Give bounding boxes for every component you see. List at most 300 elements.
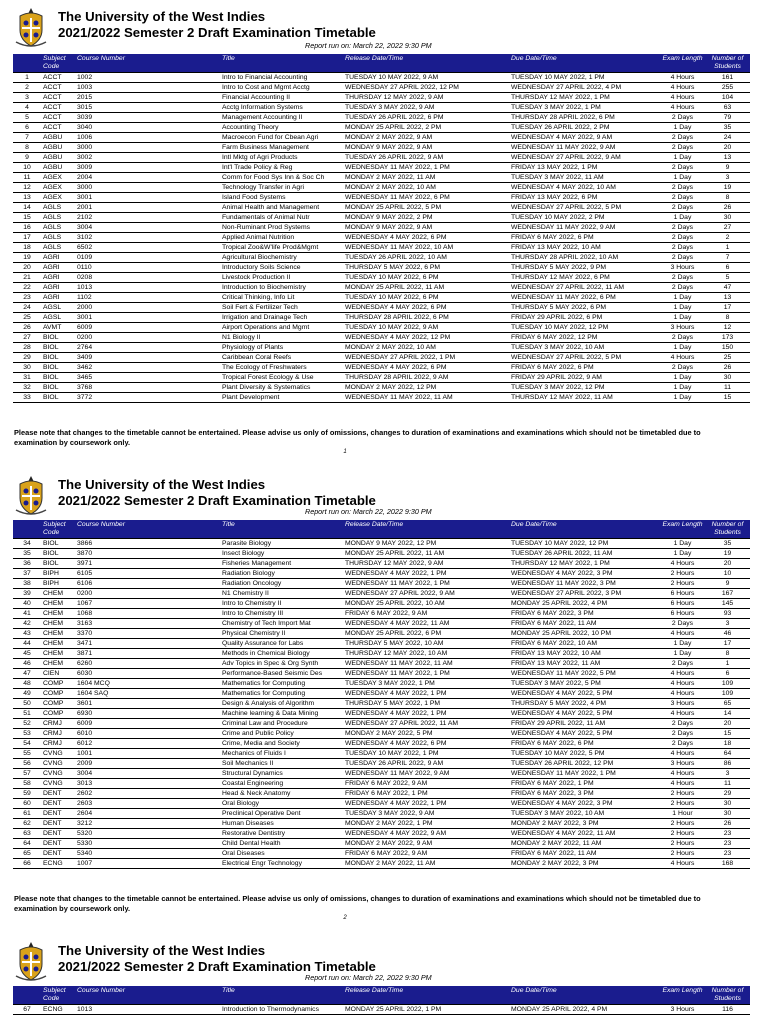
student-count: 29	[705, 789, 750, 799]
student-count: 24	[705, 133, 750, 143]
student-count: 104	[705, 93, 750, 103]
due-datetime: WEDNESDAY 4 MAY 2022, 10 AM	[509, 183, 660, 193]
table-row	[13, 719, 750, 729]
row-index: 41	[13, 609, 41, 619]
subject-code: COMP	[41, 699, 75, 709]
course-number: 3971	[75, 559, 220, 569]
release-datetime: WEDNESDAY 4 MAY 2022, 1 PM	[343, 569, 509, 579]
course-title: Mathematics for Computing	[220, 679, 343, 689]
course-title: Intro to Chemistry III	[220, 609, 343, 619]
release-datetime: MONDAY 25 APRIL 2022, 5 PM	[343, 203, 509, 213]
student-count: 3	[705, 769, 750, 779]
course-title: Crime and Public Policy	[220, 729, 343, 739]
exam-length: 2 Days	[660, 223, 705, 233]
exam-length: 2 Days	[660, 143, 705, 153]
table-row	[13, 203, 750, 213]
exam-length: 1 Day	[660, 393, 705, 403]
course-number: 2015	[75, 93, 220, 103]
course-number: 3212	[75, 819, 220, 829]
course-title: Quality Assurance for Labs	[220, 639, 343, 649]
due-datetime: FRIDAY 29 APRIL 2022, 9 AM	[509, 373, 660, 383]
exam-length: 1 Day	[660, 343, 705, 353]
table-row	[13, 739, 750, 749]
course-title: Child Dental Health	[220, 839, 343, 849]
due-datetime: THURSDAY 12 MAY 2022, 1 PM	[509, 93, 660, 103]
due-datetime: FRIDAY 13 MAY 2022, 6 PM	[509, 193, 660, 203]
course-title: Financial Accounting II	[220, 93, 343, 103]
row-index: 47	[13, 669, 41, 679]
course-title: Soil Fert & Fertilizer Tech	[220, 303, 343, 313]
student-count: 8	[705, 649, 750, 659]
due-datetime: FRIDAY 6 MAY 2022, 12 PM	[509, 333, 660, 343]
course-number: 2001	[75, 203, 220, 213]
release-datetime: TUESDAY 3 MAY 2022, 9 AM	[343, 103, 509, 113]
subject-code: AGRI	[41, 273, 75, 283]
course-title: Preclinical Operative Dent	[220, 809, 343, 819]
col-header-exam-length: Exam Length	[660, 986, 705, 1005]
release-datetime: WEDNESDAY 4 MAY 2022, 1 PM	[343, 689, 509, 699]
course-title: N1 Chemistry II	[220, 589, 343, 599]
release-datetime: WEDNESDAY 27 APRIL 2022, 11 AM	[343, 719, 509, 729]
col-header-release: Release Date/Time	[343, 520, 509, 539]
exam-length: 1 Day	[660, 173, 705, 183]
due-datetime: FRIDAY 6 MAY 2022, 3 PM	[509, 609, 660, 619]
course-title: Caribbean Coral Reefs	[220, 353, 343, 363]
due-datetime: MONDAY 2 MAY 2022, 3 PM	[509, 859, 660, 869]
table-row	[13, 153, 750, 163]
subject-code: BIOL	[41, 393, 75, 403]
exam-length: 2 Days	[660, 183, 705, 193]
student-count: 30	[705, 809, 750, 819]
subject-code: COMP	[41, 709, 75, 719]
row-index: 50	[13, 699, 41, 709]
exam-length: 2 Hours	[660, 579, 705, 589]
release-datetime: WEDNESDAY 11 MAY 2022, 1 PM	[343, 669, 509, 679]
table-row	[13, 589, 750, 599]
due-datetime: TUESDAY 10 MAY 2022, 12 PM	[509, 323, 660, 333]
row-index: 28	[13, 343, 41, 353]
exam-length: 6 Hours	[660, 609, 705, 619]
release-datetime: MONDAY 9 MAY 2022, 9 AM	[343, 143, 509, 153]
row-index: 7	[13, 133, 41, 143]
course-title: N1 Biology II	[220, 333, 343, 343]
course-number: 3772	[75, 393, 220, 403]
table-row	[13, 353, 750, 363]
due-datetime: FRIDAY 29 APRIL 2022, 11 AM	[509, 719, 660, 729]
subject-code: BIPH	[41, 569, 75, 579]
exam-length: 1 Day	[660, 649, 705, 659]
exam-length: 2 Hours	[660, 839, 705, 849]
row-index: 11	[13, 173, 41, 183]
subject-code: AGLS	[41, 213, 75, 223]
timetable-table	[13, 520, 750, 869]
subject-code: DENT	[41, 809, 75, 819]
subject-code: CIEN	[41, 669, 75, 679]
release-datetime: WEDNESDAY 4 MAY 2022, 1 PM	[343, 709, 509, 719]
row-index: 53	[13, 729, 41, 739]
release-datetime: MONDAY 25 APRIL 2022, 2 PM	[343, 123, 509, 133]
table-row	[13, 343, 750, 353]
course-number: 2004	[75, 173, 220, 183]
report-run-date: Report run on: March 22, 2022 9:30 PM	[305, 973, 432, 982]
course-title: Intro to Financial Accounting	[220, 73, 343, 83]
due-datetime: WEDNESDAY 27 APRIL 2022, 3 PM	[509, 589, 660, 599]
row-index: 61	[13, 809, 41, 819]
table-row	[13, 659, 750, 669]
due-datetime: THURSDAY 5 MAY 2022, 6 PM	[509, 303, 660, 313]
exam-length: 4 Hours	[660, 749, 705, 759]
table-row	[13, 709, 750, 719]
subject-code: AGLS	[41, 243, 75, 253]
release-datetime: TUESDAY 10 MAY 2022, 6 PM	[343, 273, 509, 283]
student-count: 109	[705, 689, 750, 699]
student-count: 6	[705, 263, 750, 273]
student-count: 26	[705, 203, 750, 213]
due-datetime: MONDAY 25 APRIL 2022, 4 PM	[509, 599, 660, 609]
col-header-index	[13, 54, 41, 73]
exam-length: 1 Day	[660, 313, 705, 323]
course-number: 3001	[75, 193, 220, 203]
release-datetime: TUESDAY 26 APRIL 2022, 6 PM	[343, 113, 509, 123]
col-header-release: Release Date/Time	[343, 54, 509, 73]
page-number: 1	[343, 449, 347, 455]
release-datetime: WEDNESDAY 11 MAY 2022, 1 PM	[343, 163, 509, 173]
exam-length: 1 Hour	[660, 809, 705, 819]
student-count: 8	[705, 313, 750, 323]
table-header-row	[13, 54, 750, 73]
table-row	[13, 233, 750, 243]
table-row	[13, 679, 750, 689]
course-number: 3040	[75, 123, 220, 133]
exam-length: 2 Days	[660, 233, 705, 243]
student-count: 64	[705, 749, 750, 759]
student-count: 17	[705, 303, 750, 313]
release-datetime: MONDAY 9 MAY 2022, 9 AM	[343, 223, 509, 233]
course-number: 1013	[75, 1005, 220, 1015]
col-header-students: Number of Students	[705, 54, 750, 73]
table-row	[13, 559, 750, 569]
course-title: Head & Neck Anatomy	[220, 789, 343, 799]
student-count: 26	[705, 819, 750, 829]
subject-code: DENT	[41, 829, 75, 839]
table-row	[13, 243, 750, 253]
student-count: 14	[705, 709, 750, 719]
row-index: 58	[13, 779, 41, 789]
row-index: 38	[13, 579, 41, 589]
subject-code: AGBU	[41, 163, 75, 173]
row-index: 16	[13, 223, 41, 233]
exam-length: 3 Hours	[660, 323, 705, 333]
table-header-row	[13, 520, 750, 539]
course-title: Non-Ruminant Prod Systems	[220, 223, 343, 233]
table-row	[13, 83, 750, 93]
course-title: Oral Biology	[220, 799, 343, 809]
course-title: Plant Diversity & Systematics	[220, 383, 343, 393]
report-run-date: Report run on: March 22, 2022 9:30 PM	[305, 41, 432, 50]
course-number: 3870	[75, 549, 220, 559]
exam-length: 2 Days	[660, 253, 705, 263]
row-index: 54	[13, 739, 41, 749]
subject-code: BIOL	[41, 559, 75, 569]
exam-length: 3 Hours	[660, 759, 705, 769]
col-header-exam-length: Exam Length	[660, 54, 705, 73]
course-title: Introduction to Thermodynamics	[220, 1005, 343, 1015]
student-count: 35	[705, 539, 750, 549]
table-row	[13, 639, 750, 649]
course-number: 2604	[75, 809, 220, 819]
due-datetime: WEDNESDAY 4 MAY 2022, 5 PM	[509, 689, 660, 699]
exam-length: 2 Hours	[660, 819, 705, 829]
course-title: Critical Thinking, Info Lit	[220, 293, 343, 303]
course-number: 3871	[75, 649, 220, 659]
course-number: 3000	[75, 143, 220, 153]
student-count: 13	[705, 153, 750, 163]
release-datetime: MONDAY 9 MAY 2022, 2 PM	[343, 213, 509, 223]
row-index: 45	[13, 649, 41, 659]
exam-length: 2 Hours	[660, 799, 705, 809]
subject-code: CVNG	[41, 749, 75, 759]
due-datetime: TUESDAY 10 MAY 2022, 1 PM	[509, 73, 660, 83]
release-datetime: WEDNESDAY 27 APRIL 2022, 1 PM	[343, 353, 509, 363]
course-title: Acctg Information Systems	[220, 103, 343, 113]
row-index: 25	[13, 313, 41, 323]
student-count: 93	[705, 609, 750, 619]
student-count: 7	[705, 253, 750, 263]
release-datetime: MONDAY 2 MAY 2022, 1 PM	[343, 819, 509, 829]
course-title: Agricultural Biochemistry	[220, 253, 343, 263]
exam-length: 2 Days	[660, 163, 705, 173]
table-row	[13, 333, 750, 343]
course-title: Irrigation and Drainage Tech	[220, 313, 343, 323]
timetable-note: Please note that changes to the timetable cannot be entertained. Please advise us only of omissions, changes to duration of examinations and examinations which should not be timetabled due to examination by coursework only.	[14, 894, 701, 913]
course-title: Farm Business Management	[220, 143, 343, 153]
course-number: 3001	[75, 313, 220, 323]
due-datetime: WEDNESDAY 4 MAY 2022, 5 PM	[509, 709, 660, 719]
course-title: Criminal Law and Procedure	[220, 719, 343, 729]
student-count: 65	[705, 699, 750, 709]
due-datetime: MONDAY 2 MAY 2022, 3 PM	[509, 819, 660, 829]
due-datetime: TUESDAY 3 MAY 2022, 10 AM	[509, 343, 660, 353]
student-count: 13	[705, 293, 750, 303]
university-name: The University of the West Indies	[58, 477, 266, 492]
release-datetime: THURSDAY 12 MAY 2022, 10 AM	[343, 649, 509, 659]
timetable-page-2	[0, 468, 768, 921]
row-index: 36	[13, 559, 41, 569]
exam-length: 4 Hours	[660, 859, 705, 869]
subject-code: CHEM	[41, 609, 75, 619]
release-datetime: TUESDAY 26 APRIL 2022, 9 AM	[343, 759, 509, 769]
exam-length: 2 Days	[660, 659, 705, 669]
table-row	[13, 123, 750, 133]
row-index: 30	[13, 363, 41, 373]
course-number: 0110	[75, 263, 220, 273]
row-index: 67	[13, 1005, 41, 1015]
table-row	[13, 569, 750, 579]
course-number: 3601	[75, 699, 220, 709]
university-name: The University of the West Indies	[58, 943, 266, 958]
due-datetime: WEDNESDAY 4 MAY 2022, 11 AM	[509, 829, 660, 839]
row-index: 57	[13, 769, 41, 779]
release-datetime: WEDNESDAY 4 MAY 2022, 6 PM	[343, 363, 509, 373]
exam-length: 1 Day	[660, 123, 705, 133]
release-datetime: THURSDAY 5 MAY 2022, 1 PM	[343, 699, 509, 709]
student-count: 15	[705, 393, 750, 403]
row-index: 26	[13, 323, 41, 333]
row-index: 13	[13, 193, 41, 203]
subject-code: BIOL	[41, 373, 75, 383]
table-row	[13, 263, 750, 273]
exam-length: 4 Hours	[660, 709, 705, 719]
course-title: Livestock Production II	[220, 273, 343, 283]
table-row	[13, 223, 750, 233]
release-datetime: TUESDAY 10 MAY 2022, 6 PM	[343, 293, 509, 303]
exam-length: 4 Hours	[660, 103, 705, 113]
due-datetime: MONDAY 25 APRIL 2022, 10 PM	[509, 629, 660, 639]
due-datetime: TUESDAY 26 APRIL 2022, 11 AM	[509, 549, 660, 559]
student-count: 30	[705, 799, 750, 809]
row-index: 18	[13, 243, 41, 253]
student-count: 17	[705, 639, 750, 649]
table-row	[13, 849, 750, 859]
subject-code: DENT	[41, 839, 75, 849]
course-number: 1007	[75, 859, 220, 869]
subject-code: CHEM	[41, 619, 75, 629]
due-datetime: WEDNESDAY 4 MAY 2022, 3 PM	[509, 799, 660, 809]
subject-code: ECNG	[41, 859, 75, 869]
row-index: 60	[13, 799, 41, 809]
course-number: 1001	[75, 749, 220, 759]
row-index: 63	[13, 829, 41, 839]
table-row	[13, 839, 750, 849]
row-index: 51	[13, 709, 41, 719]
timetable-table	[13, 54, 750, 403]
col-header-due: Due Date/Time	[509, 54, 660, 73]
exam-length: 3 Hours	[660, 1005, 705, 1015]
release-datetime: TUESDAY 10 MAY 2022, 1 PM	[343, 749, 509, 759]
due-datetime: WEDNESDAY 27 APRIL 2022, 5 PM	[509, 203, 660, 213]
exam-length: 1 Day	[660, 539, 705, 549]
table-row	[13, 779, 750, 789]
course-number: 2000	[75, 303, 220, 313]
exam-length: 1 Day	[660, 383, 705, 393]
student-count: 109	[705, 679, 750, 689]
exam-length: 1 Day	[660, 639, 705, 649]
row-index: 46	[13, 659, 41, 669]
release-datetime: TUESDAY 26 APRIL 2022, 9 AM	[343, 153, 509, 163]
subject-code: CHEM	[41, 659, 75, 669]
table-row	[13, 729, 750, 739]
exam-length: 4 Hours	[660, 689, 705, 699]
row-index: 29	[13, 353, 41, 363]
row-index: 55	[13, 749, 41, 759]
release-datetime: FRIDAY 6 MAY 2022, 9 AM	[343, 609, 509, 619]
subject-code: CRMJ	[41, 739, 75, 749]
course-title: Crime, Media and Society	[220, 739, 343, 749]
row-index: 42	[13, 619, 41, 629]
due-datetime: FRIDAY 6 MAY 2022, 6 PM	[509, 363, 660, 373]
student-count: 18	[705, 739, 750, 749]
subject-code: BIOL	[41, 363, 75, 373]
course-title: Mathematics for Computing	[220, 689, 343, 699]
student-count: 25	[705, 353, 750, 363]
row-index: 64	[13, 839, 41, 849]
student-count: 145	[705, 599, 750, 609]
due-datetime: TUESDAY 3 MAY 2022, 12 PM	[509, 383, 660, 393]
table-row	[13, 303, 750, 313]
release-datetime: THURSDAY 28 APRIL 2022, 9 AM	[343, 373, 509, 383]
release-datetime: TUESDAY 26 APRIL 2022, 10 AM	[343, 253, 509, 263]
student-count: 79	[705, 113, 750, 123]
subject-code: DENT	[41, 789, 75, 799]
student-count: 3	[705, 173, 750, 183]
table-row	[13, 363, 750, 373]
course-number: 6106	[75, 579, 220, 589]
course-title: Technology Transfer in Agri	[220, 183, 343, 193]
due-datetime: TUESDAY 3 MAY 2022, 11 AM	[509, 173, 660, 183]
course-title: Physiology of Plants	[220, 343, 343, 353]
course-number: 3002	[75, 153, 220, 163]
course-number: 3004	[75, 223, 220, 233]
table-row	[13, 73, 750, 83]
student-count: 19	[705, 183, 750, 193]
exam-length: 2 Hours	[660, 789, 705, 799]
course-title: Methods in Chemical Biology	[220, 649, 343, 659]
exam-length: 1 Day	[660, 293, 705, 303]
subject-code: DENT	[41, 819, 75, 829]
course-number: 1068	[75, 609, 220, 619]
row-index: 3	[13, 93, 41, 103]
course-number: 3471	[75, 639, 220, 649]
course-title: Animal Health and Management	[220, 203, 343, 213]
subject-code: AGRI	[41, 293, 75, 303]
release-datetime: THURSDAY 5 MAY 2022, 10 AM	[343, 639, 509, 649]
release-datetime: WEDNESDAY 4 MAY 2022, 9 AM	[343, 829, 509, 839]
release-datetime: MONDAY 25 APRIL 2022, 10 AM	[343, 599, 509, 609]
row-index: 23	[13, 293, 41, 303]
course-number: 6030	[75, 669, 220, 679]
col-header-subject-code: Subject Code	[41, 54, 75, 73]
course-number: 3409	[75, 353, 220, 363]
course-title: Physical Chemistry II	[220, 629, 343, 639]
student-count: 10	[705, 569, 750, 579]
table-row	[13, 669, 750, 679]
subject-code: AGEX	[41, 173, 75, 183]
table-row	[13, 689, 750, 699]
table-row	[13, 649, 750, 659]
course-title: Human Diseases	[220, 819, 343, 829]
course-title: Chemistry of Tech Import Mat	[220, 619, 343, 629]
exam-length: 4 Hours	[660, 559, 705, 569]
col-header-course-number: Course Number	[75, 54, 220, 73]
release-datetime: WEDNESDAY 4 MAY 2022, 12 PM	[343, 333, 509, 343]
row-index: 22	[13, 283, 41, 293]
release-datetime: WEDNESDAY 11 MAY 2022, 1 PM	[343, 579, 509, 589]
subject-code: ECNG	[41, 1005, 75, 1015]
col-header-title: Title	[220, 520, 343, 539]
row-index: 34	[13, 539, 41, 549]
course-title: Coastal Engineering	[220, 779, 343, 789]
col-header-students: Number of Students	[705, 986, 750, 1005]
course-number: 1002	[75, 73, 220, 83]
table-row	[13, 759, 750, 769]
table-row	[13, 163, 750, 173]
course-number: 3370	[75, 629, 220, 639]
due-datetime: FRIDAY 6 MAY 2022, 6 PM	[509, 233, 660, 243]
table-row	[13, 373, 750, 383]
course-number: 0109	[75, 253, 220, 263]
student-count: 63	[705, 103, 750, 113]
student-count: 6	[705, 669, 750, 679]
